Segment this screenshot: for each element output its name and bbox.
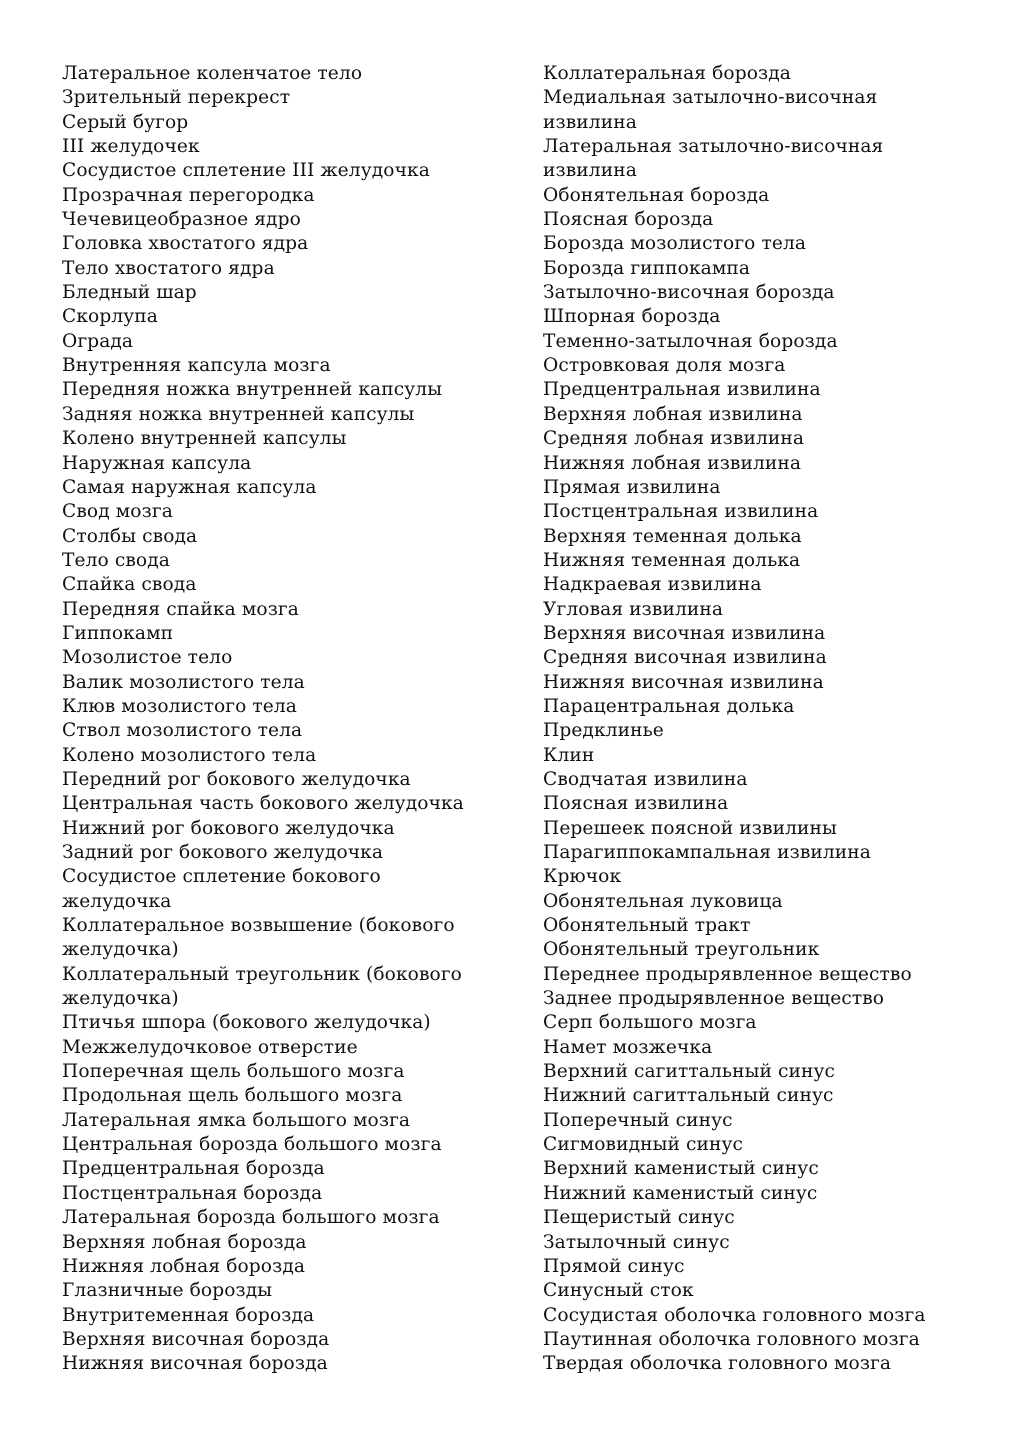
- term-line: Передняя спайка мозга: [62, 598, 299, 620]
- term-line: Внутренняя капсула мозга: [62, 355, 331, 377]
- term-line: Обонятельная борозда: [543, 184, 770, 206]
- term-line: Верхняя теменная долька: [543, 525, 802, 547]
- term-line: Синусный сток: [543, 1280, 694, 1302]
- term-line: Колено мозолистого тела: [62, 744, 317, 766]
- term-line: Колено внутренней капсулы: [62, 428, 347, 450]
- term-line: Обонятельный тракт: [543, 915, 751, 937]
- term-line: Поперечная щель большого мозга: [62, 1061, 405, 1083]
- term-line: Верхний сагиттальный синус: [543, 1061, 836, 1083]
- term-line: Намет мозжечка: [543, 1036, 713, 1058]
- term-line: Чечевицеобразное ядро: [62, 209, 301, 231]
- term-line: Обонятельная луковица: [543, 890, 783, 912]
- term-line: Клюв мозолистого тела: [62, 695, 297, 717]
- term-line: Верхняя лобная извилина: [543, 403, 803, 425]
- term-line: Парагиппокампальная извилина: [543, 842, 871, 863]
- term-line: Шпорная борозда: [543, 306, 721, 328]
- term-line: Верхняя лобная борозда: [62, 1231, 307, 1253]
- term-line: Внутритеменная борозда: [62, 1304, 315, 1326]
- term-line: Нижняя лобная борозда: [62, 1255, 306, 1277]
- term-line: Передняя ножка внутренней капсулы: [62, 379, 443, 401]
- term-line: Надкраевая извилина: [543, 574, 762, 596]
- term-line: Зрительный перекрест: [62, 87, 291, 109]
- term-line: Тело хвостатого ядра: [62, 257, 275, 279]
- term-line: желудочка): [62, 939, 179, 961]
- term-line: Продольная щель большого мозга: [62, 1085, 403, 1107]
- term-line: Островковая доля мозга: [543, 355, 786, 377]
- term-line: Медиальная затылочно-височная: [543, 87, 878, 109]
- term-line: Твердая оболочка головного мозга: [543, 1353, 892, 1375]
- term-line: Парацентральная долька: [543, 695, 795, 717]
- term-line: Затылочно-височная борозда: [543, 282, 835, 304]
- term-line: Латеральная ямка большого мозга: [62, 1109, 411, 1131]
- term-line: Межжелудочковое отверстие: [62, 1036, 358, 1058]
- term-line: Ограда: [62, 330, 134, 352]
- term-line: Латеральная затылочно-височная: [543, 136, 884, 158]
- left-term-list: [62, 62, 522, 1377]
- term-line: Серый бугор: [62, 111, 189, 133]
- term-line: Латеральное коленчатое тело: [62, 63, 363, 84]
- term-line: Клин: [543, 744, 595, 766]
- term-line: Центральная часть бокового желудочка: [62, 793, 464, 815]
- term-line: Поперечный синус: [543, 1109, 733, 1131]
- term-line: Спайка свода: [62, 574, 197, 596]
- term-line: Предклинье: [543, 720, 664, 742]
- term-line: Серп большого мозга: [543, 1012, 757, 1034]
- term-line: Борозда гиппокампа: [543, 257, 751, 279]
- term-line: Угловая извилина: [543, 598, 724, 620]
- term-line: Теменно-затылочная борозда: [543, 330, 838, 352]
- term-line: Глазничные борозды: [62, 1280, 273, 1302]
- term-line: Бледный шар: [62, 282, 197, 304]
- term-line: Предцентральная борозда: [62, 1158, 325, 1180]
- term-line: Латеральная борозда большого мозга: [62, 1207, 440, 1229]
- term-line: Прямая извилина: [543, 476, 721, 498]
- term-line: Верхняя височная борозда: [62, 1328, 330, 1350]
- term-line: Прямой синус: [543, 1255, 685, 1277]
- term-line: Ствол мозолистого тела: [62, 720, 303, 742]
- term-line: желудочка): [62, 988, 179, 1010]
- term-line: Задний рог бокового желудочка: [62, 842, 384, 863]
- term-line: Поясная извилина: [543, 793, 729, 815]
- term-line: Задняя ножка внутренней капсулы: [62, 403, 415, 425]
- term-line: Верхний каменистый синус: [543, 1158, 819, 1180]
- term-line: Коллатеральный треугольник (бокового: [62, 963, 462, 985]
- term-line: Затылочный синус: [543, 1231, 730, 1253]
- term-line: Поясная борозда: [543, 209, 714, 231]
- term-line: Сосудистое сплетение III желудочка: [62, 160, 430, 182]
- term-line: Нижняя лобная извилина: [543, 452, 802, 474]
- term-line: Столбы свода: [62, 525, 198, 547]
- term-line: Тело свода: [62, 549, 170, 571]
- term-line: Наружная капсула: [62, 452, 252, 474]
- term-line: Нижний рог бокового желудочка: [62, 817, 395, 839]
- term-line: Сосудистое сплетение бокового: [62, 866, 381, 888]
- term-line: желудочка: [62, 890, 172, 912]
- term-line: Верхняя височная извилина: [543, 622, 826, 644]
- term-line: Переднее продырявленное вещество: [543, 963, 912, 985]
- term-line: Головка хвостатого ядра: [62, 233, 309, 255]
- term-line: Валик мозолистого тела: [62, 671, 305, 693]
- term-line: Нижняя височная извилина: [543, 671, 824, 693]
- term-line: Птичья шпора (бокового желудочка): [62, 1012, 431, 1034]
- term-line: Прозрачная перегородка: [62, 184, 315, 206]
- term-line: Сигмовидный синус: [543, 1134, 744, 1156]
- term-line: Свод мозга: [62, 501, 173, 523]
- term-line: Скорлупа: [62, 306, 158, 328]
- term-line: Нижний сагиттальный синус: [543, 1085, 834, 1107]
- term-line: III желудочек: [62, 136, 200, 158]
- term-line: Крючок: [543, 866, 622, 888]
- term-line: Сводчатая извилина: [543, 768, 748, 790]
- term-line: Нижний каменистый синус: [543, 1182, 818, 1204]
- term-line: Постцентральная борозда: [62, 1182, 323, 1204]
- term-line: Предцентральная извилина: [543, 379, 821, 401]
- term-line: Обонятельный треугольник: [543, 939, 820, 961]
- term-line: Средняя лобная извилина: [543, 428, 805, 450]
- term-line: Нижняя височная борозда: [62, 1353, 328, 1375]
- term-line: Нижняя теменная долька: [543, 549, 801, 571]
- term-line: Центральная борозда большого мозга: [62, 1134, 442, 1156]
- term-line: Гиппокамп: [62, 622, 174, 644]
- term-line: Борозда мозолистого тела: [543, 233, 807, 255]
- term-line: Коллатеральное возвышение (бокового: [62, 915, 455, 937]
- term-line: извилина: [543, 111, 637, 133]
- term-line: Средняя височная извилина: [543, 647, 827, 669]
- term-line: Паутинная оболочка головного мозга: [543, 1328, 920, 1350]
- term-line: Постцентральная извилина: [543, 501, 819, 523]
- term-line: извилина: [543, 160, 637, 182]
- term-line: Перешеек поясной извилины: [543, 817, 837, 839]
- term-line: Пещеристый синус: [543, 1207, 735, 1229]
- term-line: Коллатеральная борозда: [543, 63, 791, 84]
- term-line: Передний рог бокового желудочка: [62, 768, 411, 790]
- term-line: Сосудистая оболочка головного мозга: [543, 1304, 926, 1326]
- right-term-list: [543, 62, 983, 1377]
- term-line: Мозолистое тело: [62, 647, 233, 669]
- term-line: Заднее продырявленное вещество: [543, 988, 885, 1010]
- term-line: Самая наружная капсула: [62, 476, 317, 498]
